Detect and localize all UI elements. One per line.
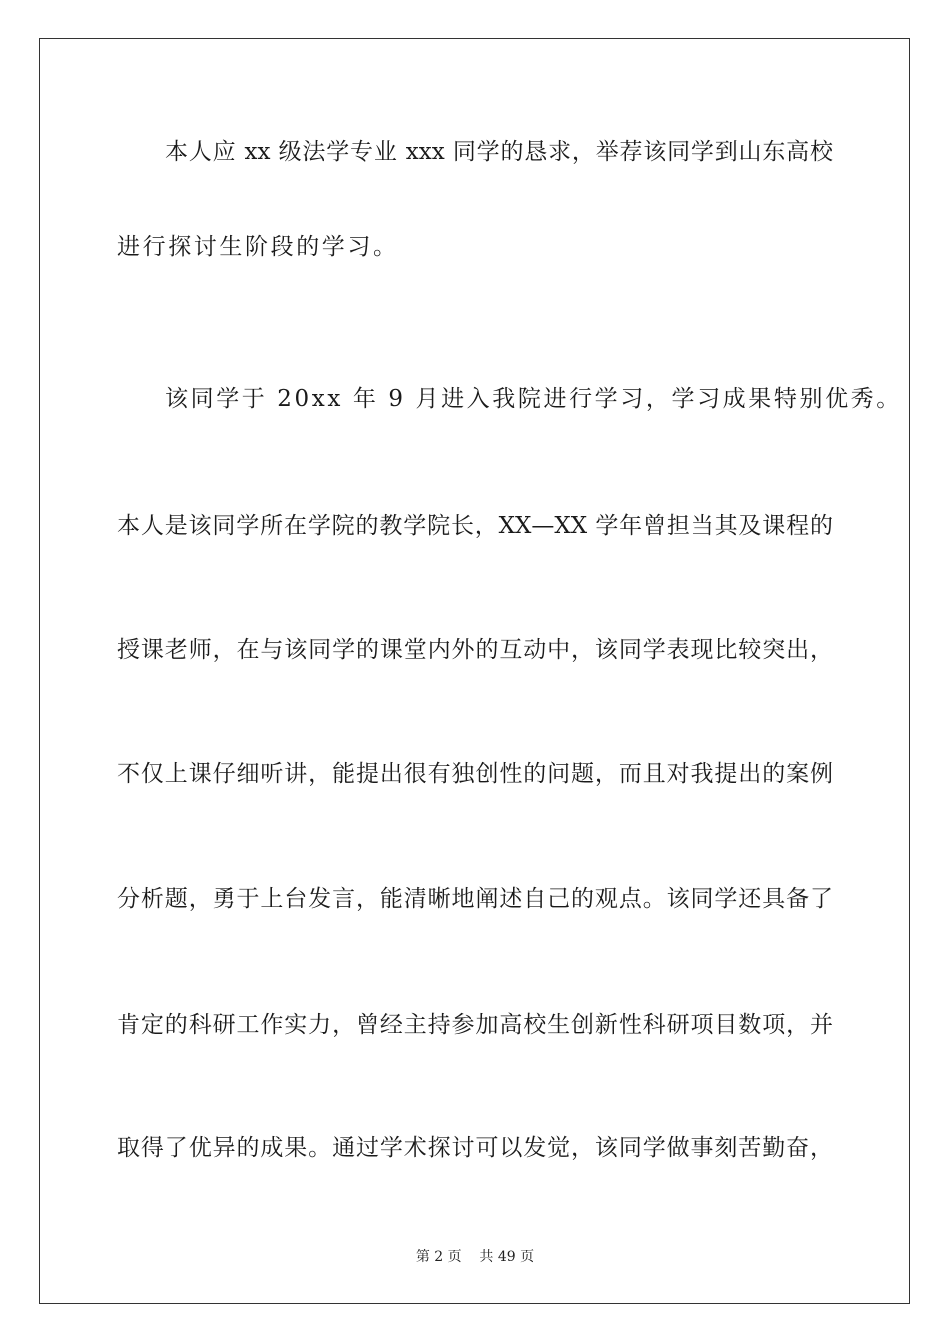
paragraph-line-4: 本人是该同学所在学院的教学院长，XX—XX 学年曾担当其及课程的	[117, 513, 833, 539]
paragraph-line-7: 分析题，勇于上台发言，能清晰地阐述自己的观点。该同学还具备了	[117, 886, 833, 912]
paragraph-line-8: 肯定的科研工作实力，曾经主持参加高校生创新性科研项目数项，并	[117, 1012, 833, 1038]
paragraph-line-5: 授课老师，在与该同学的课堂内外的互动中，该同学表现比较突出，	[117, 637, 833, 663]
page-border	[39, 38, 910, 1304]
paragraph-line-9: 取得了优异的成果。通过学术探讨可以发觉，该同学做事刻苦勤奋，	[117, 1135, 833, 1161]
paragraph-line-1: 本人应 xx 级法学专业 xxx 同学的恳求，举荐该同学到山东高校	[165, 139, 833, 165]
paragraph-line-6: 不仅上课仔细听讲，能提出很有独创性的问题，而且对我提出的案例	[117, 761, 833, 787]
page-number-footer: 第 2 页 共 49 页	[415, 1249, 535, 1265]
paragraph-line-2: 进行探讨生阶段的学习。	[117, 234, 399, 260]
paragraph-line-3: 该同学于 20xx 年 9 月进入我院进行学习，学习成果特别优秀。	[165, 386, 902, 412]
